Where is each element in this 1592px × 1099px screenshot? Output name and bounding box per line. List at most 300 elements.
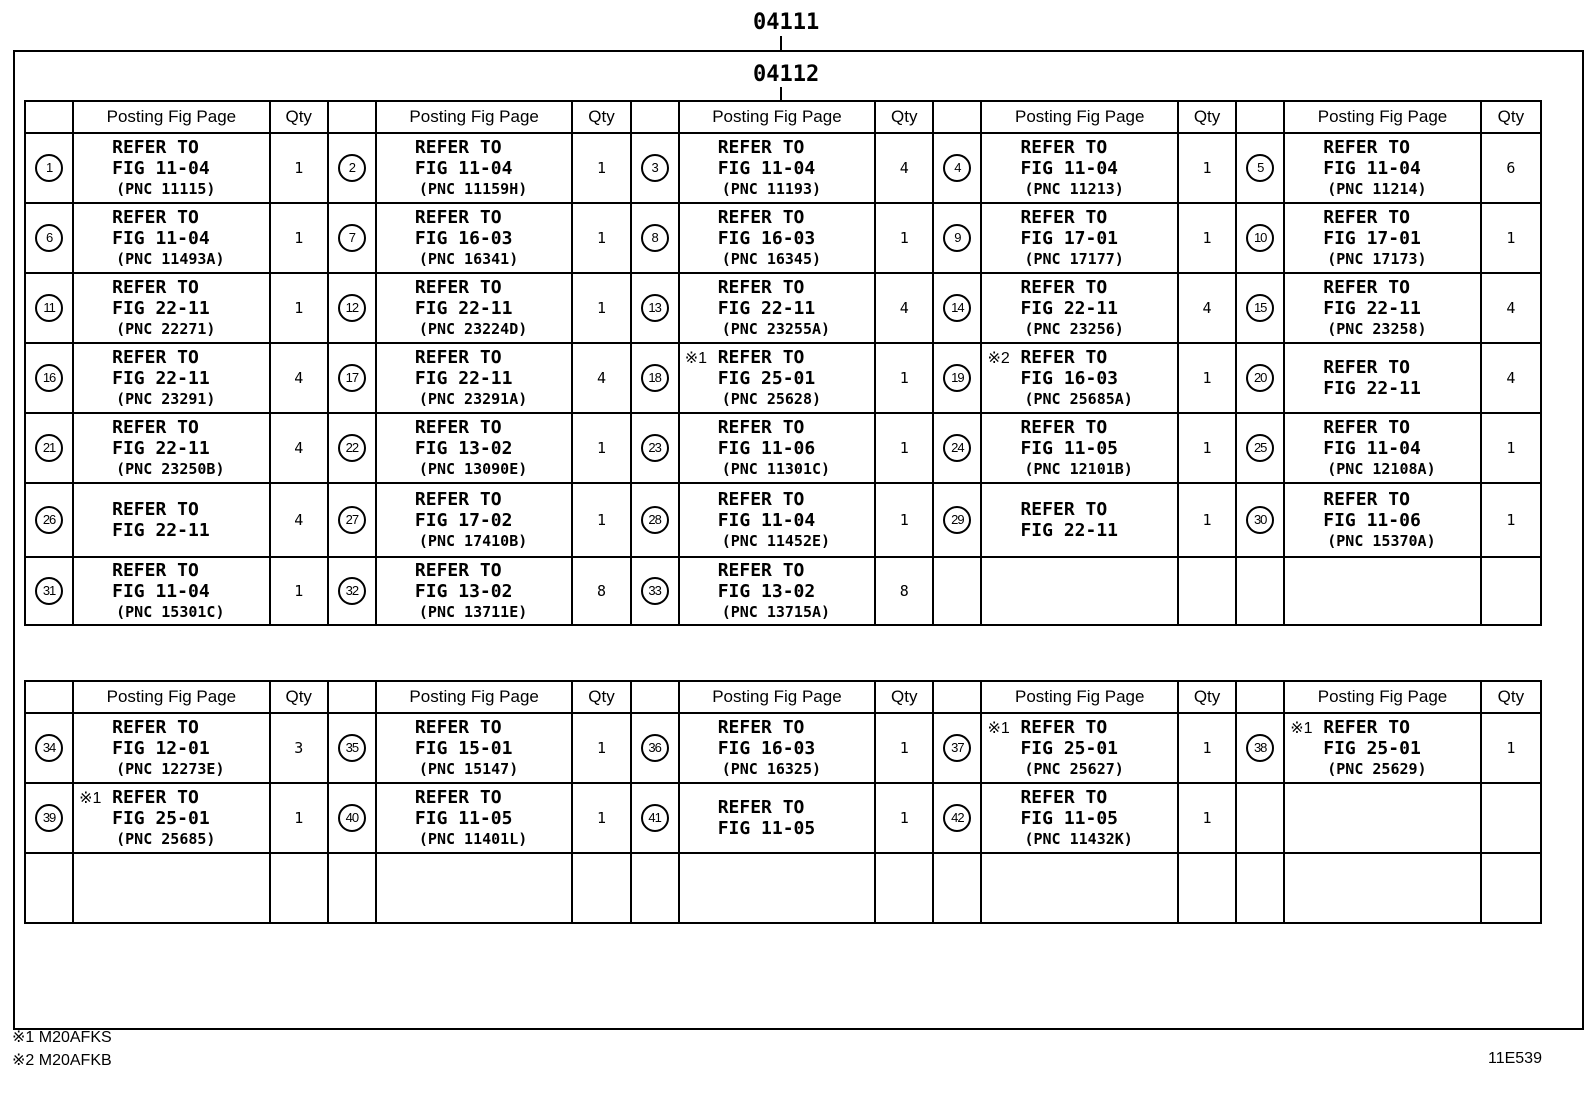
fig-reference: FIG 12-01 — [112, 738, 210, 759]
posting-fig-page-cell — [981, 483, 1178, 557]
circled-item-number: 31 — [35, 577, 63, 605]
circled-item-number: 5 — [1246, 154, 1274, 182]
pnc-reference: (PNC 11432K) — [1024, 830, 1133, 848]
pnc-reference: (PNC 23224D) — [418, 320, 528, 338]
pnc-reference: (PNC 16341) — [418, 250, 519, 268]
posting-fig-page-cell — [981, 343, 1178, 413]
header-posting-fig-page: Posting Fig Page — [73, 681, 270, 713]
circled-item-number: 3 — [641, 154, 669, 182]
refer-to-text: REFER TO — [717, 797, 805, 818]
posting-fig-page-cell — [376, 853, 573, 923]
posting-fig-page-cell — [679, 413, 876, 483]
item-number-cell — [1236, 557, 1284, 625]
qty-value: 1 — [572, 133, 630, 203]
pnc-reference: (PNC 23256) — [1024, 320, 1124, 338]
posting-fig-page-cell — [376, 557, 573, 625]
header-posting-fig-page: Posting Fig Page — [981, 681, 1178, 713]
refer-to-text: REFER TO — [112, 787, 199, 808]
pnc-reference: (PNC 15147) — [418, 760, 519, 778]
pnc-reference: (PNC 11452E) — [721, 532, 831, 550]
posting-fig-page-cell — [376, 783, 573, 853]
posting-fig-page-cell — [1284, 413, 1481, 483]
parts-table-1 — [24, 100, 1542, 626]
refer-to-text: REFER TO — [717, 417, 805, 438]
qty-value: 4 — [1178, 273, 1236, 343]
pnc-reference: (PNC 25629) — [1327, 760, 1427, 778]
qty-value: 1 — [270, 783, 328, 853]
circled-item-number: 38 — [1246, 734, 1274, 762]
table-row — [25, 343, 1541, 413]
top-title: 04111 — [753, 10, 820, 35]
posting-fig-page-cell — [981, 133, 1178, 203]
qty-value: 1 — [572, 203, 630, 273]
posting-fig-page-cell — [981, 203, 1178, 273]
refer-to-text: REFER TO — [112, 347, 199, 368]
fig-reference: FIG 11-04 — [1020, 158, 1119, 179]
posting-fig-page-cell — [73, 133, 270, 203]
item-number-cell — [933, 713, 981, 783]
refer-to-text: REFER TO — [1020, 347, 1108, 368]
qty-value — [1481, 557, 1541, 625]
item-number-cell — [25, 413, 73, 483]
refer-to-text: REFER TO — [1323, 417, 1410, 438]
circled-item-number: 42 — [943, 804, 971, 832]
item-number-cell — [631, 557, 679, 625]
model-note-mark: ※1 — [79, 790, 102, 807]
refer-to-text: REFER TO — [1323, 489, 1410, 510]
refer-to-text: REFER TO — [112, 277, 199, 298]
fig-reference: FIG 25-01 — [112, 808, 210, 829]
item-number-cell — [933, 273, 981, 343]
qty-value: 4 — [270, 483, 328, 557]
item-number-cell — [631, 203, 679, 273]
item-number-cell — [1236, 713, 1284, 783]
qty-value: 1 — [875, 783, 933, 853]
header-qty: Qty — [572, 681, 630, 713]
pnc-reference: (PNC 25685) — [116, 830, 216, 848]
item-number-cell — [328, 557, 376, 625]
fig-reference: FIG 22-11 — [1020, 520, 1119, 541]
pnc-reference: (PNC 23291) — [116, 390, 216, 408]
item-number-cell — [933, 203, 981, 273]
item-number-cell — [631, 713, 679, 783]
fig-reference: FIG 17-01 — [1323, 228, 1421, 249]
qty-value: 1 — [875, 483, 933, 557]
header-posting-fig-page: Posting Fig Page — [981, 101, 1178, 133]
pnc-reference: (PNC 13711E) — [418, 603, 528, 621]
pnc-reference: (PNC 11493A) — [116, 250, 225, 268]
item-number-cell — [328, 483, 376, 557]
posting-fig-page-cell — [73, 203, 270, 273]
posting-fig-page-cell — [73, 853, 270, 923]
table-row — [25, 413, 1541, 483]
item-number-cell — [25, 133, 73, 203]
fig-reference: FIG 22-11 — [112, 520, 210, 541]
qty-value: 1 — [1178, 413, 1236, 483]
model-note-mark: ※1 — [1290, 720, 1313, 737]
posting-fig-page-cell — [1284, 557, 1481, 625]
refer-to-text: REFER TO — [112, 560, 199, 581]
qty-value: 8 — [875, 557, 933, 625]
header-posting-fig-page: Posting Fig Page — [73, 101, 270, 133]
refer-to-text: REFER TO — [1323, 137, 1410, 158]
item-number-cell — [328, 273, 376, 343]
circled-item-number: 19 — [943, 364, 971, 392]
circled-item-number: 11 — [35, 294, 63, 322]
fig-reference: FIG 25-01 — [1323, 738, 1421, 759]
circled-item-number: 41 — [641, 804, 669, 832]
fig-reference: FIG 22-11 — [414, 298, 513, 319]
item-number-cell — [1236, 273, 1284, 343]
fig-reference: FIG 11-05 — [414, 808, 513, 829]
header-posting-fig-page: Posting Fig Page — [376, 681, 573, 713]
model-note-mark: ※1 — [987, 720, 1010, 737]
pnc-reference: (PNC 25627) — [1024, 760, 1124, 778]
pnc-reference: (PNC 12273E) — [116, 760, 225, 778]
posting-fig-page-cell — [1284, 343, 1481, 413]
item-number-cell — [328, 413, 376, 483]
fig-reference: FIG 16-03 — [717, 738, 816, 759]
qty-value: 3 — [270, 713, 328, 783]
pnc-reference: (PNC 17410B) — [418, 532, 528, 550]
circled-item-number: 39 — [35, 804, 63, 832]
item-number-cell — [328, 203, 376, 273]
circled-item-number: 14 — [943, 294, 971, 322]
circled-item-number: 36 — [641, 734, 669, 762]
qty-value: 1 — [875, 203, 933, 273]
circled-item-number: 15 — [1246, 294, 1274, 322]
qty-value: 1 — [270, 133, 328, 203]
posting-fig-page-cell — [1284, 783, 1481, 853]
fig-reference: FIG 11-04 — [1323, 158, 1421, 179]
table-row — [25, 133, 1541, 203]
circled-item-number: 9 — [943, 224, 971, 252]
circled-item-number: 22 — [338, 434, 366, 462]
posting-fig-page-cell — [1284, 273, 1481, 343]
header-posting-fig-page: Posting Fig Page — [1284, 681, 1481, 713]
fig-reference: FIG 25-01 — [717, 368, 816, 389]
circled-item-number: 17 — [338, 364, 366, 392]
pnc-reference: (PNC 17173) — [1327, 250, 1427, 268]
posting-fig-page-cell — [1284, 483, 1481, 557]
item-number-cell — [328, 783, 376, 853]
fig-reference: FIG 16-03 — [1020, 368, 1119, 389]
pnc-reference: (PNC 15301C) — [116, 603, 225, 621]
circled-item-number: 6 — [35, 224, 63, 252]
fig-reference: FIG 11-04 — [717, 510, 816, 531]
pnc-reference: (PNC 11301C) — [721, 460, 831, 478]
fig-reference: FIG 11-04 — [112, 581, 210, 602]
sub-title: 04112 — [753, 62, 820, 87]
header-qty: Qty — [1178, 101, 1236, 133]
posting-fig-page-cell — [73, 483, 270, 557]
header-qty: Qty — [1481, 681, 1541, 713]
pnc-reference: (PNC 13090E) — [418, 460, 528, 478]
refer-to-text: REFER TO — [112, 499, 199, 520]
refer-to-text: REFER TO — [717, 137, 805, 158]
posting-fig-page-cell — [679, 483, 876, 557]
circled-item-number: 1 — [35, 154, 63, 182]
posting-fig-page-cell — [679, 133, 876, 203]
qty-value: 1 — [1178, 483, 1236, 557]
refer-to-text: REFER TO — [1020, 207, 1108, 228]
qty-value: 1 — [1178, 133, 1236, 203]
item-number-cell — [25, 203, 73, 273]
qty-value — [572, 853, 630, 923]
item-number-cell — [328, 343, 376, 413]
header-number-cell — [933, 681, 981, 713]
item-number-cell — [631, 343, 679, 413]
fig-reference: FIG 22-11 — [1020, 298, 1119, 319]
pnc-reference: (PNC 13715A) — [721, 603, 831, 621]
item-number-cell — [631, 483, 679, 557]
item-number-cell — [328, 853, 376, 923]
refer-to-text: REFER TO — [414, 207, 502, 228]
refer-to-text: REFER TO — [112, 137, 199, 158]
posting-fig-page-cell — [376, 483, 573, 557]
fig-reference: FIG 22-11 — [112, 438, 210, 459]
pnc-reference: (PNC 16345) — [721, 250, 822, 268]
item-number-cell — [328, 713, 376, 783]
fig-reference: FIG 22-11 — [717, 298, 816, 319]
refer-to-text: REFER TO — [1020, 277, 1108, 298]
refer-to-text: REFER TO — [414, 347, 502, 368]
refer-to-text: REFER TO — [1020, 499, 1108, 520]
item-number-cell — [25, 783, 73, 853]
refer-to-text: REFER TO — [1323, 207, 1410, 228]
header-posting-fig-page: Posting Fig Page — [376, 101, 573, 133]
pnc-reference: (PNC 23255A) — [721, 320, 831, 338]
parts-table-2 — [24, 680, 1542, 924]
circled-item-number: 16 — [35, 364, 63, 392]
qty-value: 1 — [270, 557, 328, 625]
posting-fig-page-cell — [679, 343, 876, 413]
item-number-cell — [25, 343, 73, 413]
qty-value: 1 — [270, 273, 328, 343]
item-number-cell — [1236, 483, 1284, 557]
item-number-cell — [631, 853, 679, 923]
pnc-reference: (PNC 22271) — [116, 320, 216, 338]
fig-reference: FIG 11-05 — [717, 818, 816, 839]
posting-fig-page-cell — [981, 273, 1178, 343]
circled-item-number: 2 — [338, 154, 366, 182]
circled-item-number: 8 — [641, 224, 669, 252]
model-note-mark: ※1 — [684, 350, 707, 367]
refer-to-text: REFER TO — [1020, 137, 1108, 158]
header-number-cell — [25, 101, 73, 133]
posting-fig-page-cell — [376, 273, 573, 343]
header-number-cell — [933, 101, 981, 133]
pnc-reference: (PNC 15370A) — [1327, 532, 1436, 550]
fig-reference: FIG 22-11 — [414, 368, 513, 389]
table-row — [25, 713, 1541, 783]
fig-reference: FIG 15-01 — [414, 738, 513, 759]
circled-item-number: 40 — [338, 804, 366, 832]
figure-id: 11E539 — [1488, 1050, 1542, 1067]
fig-reference: FIG 22-11 — [112, 298, 210, 319]
qty-value — [1178, 853, 1236, 923]
pnc-reference: (PNC 23250B) — [116, 460, 225, 478]
item-number-cell — [631, 783, 679, 853]
circled-item-number: 13 — [641, 294, 669, 322]
fig-reference: FIG 11-04 — [112, 228, 210, 249]
refer-to-text: REFER TO — [1323, 357, 1410, 378]
footnote-2: ※2 M20AFKB — [12, 1052, 112, 1069]
qty-value — [875, 853, 933, 923]
item-number-cell — [328, 133, 376, 203]
qty-value: 1 — [1178, 713, 1236, 783]
refer-to-text: REFER TO — [717, 560, 805, 581]
item-number-cell — [933, 343, 981, 413]
fig-reference: FIG 25-01 — [1020, 738, 1119, 759]
fig-reference: FIG 22-11 — [1323, 378, 1421, 399]
qty-value: 1 — [572, 713, 630, 783]
circled-item-number: 4 — [943, 154, 971, 182]
refer-to-text: REFER TO — [717, 717, 805, 738]
header-number-cell — [328, 101, 376, 133]
posting-fig-page-cell — [73, 273, 270, 343]
table-row — [25, 557, 1541, 625]
fig-reference: FIG 16-03 — [414, 228, 513, 249]
item-number-cell — [25, 557, 73, 625]
qty-value: 1 — [1481, 483, 1541, 557]
posting-fig-page-cell — [981, 783, 1178, 853]
pnc-reference: (PNC 23291A) — [418, 390, 528, 408]
refer-to-text: REFER TO — [112, 207, 199, 228]
posting-fig-page-cell — [679, 557, 876, 625]
refer-to-text: REFER TO — [414, 417, 502, 438]
posting-fig-page-cell — [1284, 203, 1481, 273]
posting-fig-page-cell — [981, 713, 1178, 783]
pnc-reference: (PNC 17177) — [1024, 250, 1124, 268]
refer-to-text: REFER TO — [414, 489, 502, 510]
qty-value: 4 — [270, 413, 328, 483]
refer-to-text: REFER TO — [112, 417, 199, 438]
circled-item-number: 24 — [943, 434, 971, 462]
item-number-cell — [1236, 783, 1284, 853]
fig-reference: FIG 17-02 — [414, 510, 513, 531]
refer-to-text: REFER TO — [1020, 417, 1108, 438]
posting-fig-page-cell — [679, 783, 876, 853]
qty-value: 1 — [875, 343, 933, 413]
refer-to-text: REFER TO — [414, 560, 502, 581]
qty-value: 4 — [572, 343, 630, 413]
header-qty: Qty — [1178, 681, 1236, 713]
item-number-cell — [933, 557, 981, 625]
circled-item-number: 29 — [943, 506, 971, 534]
fig-reference: FIG 13-02 — [414, 581, 513, 602]
item-number-cell — [631, 413, 679, 483]
refer-to-text: REFER TO — [1020, 717, 1108, 738]
posting-fig-page-cell — [376, 203, 573, 273]
pnc-reference: (PNC 25685A) — [1024, 390, 1133, 408]
header-number-cell — [1236, 101, 1284, 133]
header-number-cell — [1236, 681, 1284, 713]
circled-item-number: 7 — [338, 224, 366, 252]
circled-item-number: 20 — [1246, 364, 1274, 392]
posting-fig-page-cell — [73, 343, 270, 413]
qty-value — [1481, 783, 1541, 853]
refer-to-text: REFER TO — [1323, 277, 1410, 298]
circled-item-number: 21 — [35, 434, 63, 462]
fig-reference: FIG 22-11 — [112, 368, 210, 389]
table-row — [25, 483, 1541, 557]
item-number-cell — [25, 713, 73, 783]
item-number-cell — [25, 273, 73, 343]
qty-value: 1 — [270, 203, 328, 273]
pnc-reference: (PNC 11401L) — [418, 830, 528, 848]
qty-value: 1 — [572, 783, 630, 853]
posting-fig-page-cell — [981, 853, 1178, 923]
table-row — [25, 853, 1541, 923]
fig-reference: FIG 11-06 — [717, 438, 816, 459]
posting-fig-page-cell — [73, 783, 270, 853]
circled-item-number: 18 — [641, 364, 669, 392]
refer-to-text: REFER TO — [112, 717, 199, 738]
fig-reference: FIG 11-05 — [1020, 808, 1119, 829]
refer-to-text: REFER TO — [1020, 787, 1108, 808]
refer-to-text: REFER TO — [414, 277, 502, 298]
circled-item-number: 35 — [338, 734, 366, 762]
qty-value: 1 — [1178, 343, 1236, 413]
qty-value: 1 — [875, 413, 933, 483]
circled-item-number: 23 — [641, 434, 669, 462]
qty-value: 1 — [1178, 783, 1236, 853]
qty-value — [1178, 557, 1236, 625]
item-number-cell — [631, 133, 679, 203]
posting-fig-page-cell — [679, 853, 876, 923]
qty-value: 1 — [1481, 713, 1541, 783]
header-number-cell — [25, 681, 73, 713]
item-number-cell — [933, 783, 981, 853]
pnc-reference: (PNC 11193) — [721, 180, 822, 198]
posting-fig-page-cell — [73, 713, 270, 783]
item-number-cell — [933, 413, 981, 483]
qty-value: 1 — [572, 483, 630, 557]
item-number-cell — [25, 853, 73, 923]
fig-reference: FIG 11-04 — [1323, 438, 1421, 459]
qty-value: 1 — [1481, 413, 1541, 483]
circled-item-number: 12 — [338, 294, 366, 322]
item-number-cell — [1236, 133, 1284, 203]
header-row — [25, 681, 1541, 713]
qty-value: 6 — [1481, 133, 1541, 203]
posting-fig-page-cell — [73, 557, 270, 625]
qty-value: 4 — [1481, 273, 1541, 343]
pnc-reference: (PNC 11159H) — [418, 180, 528, 198]
fig-reference: FIG 11-05 — [1020, 438, 1119, 459]
item-number-cell — [933, 133, 981, 203]
posting-fig-page-cell — [376, 413, 573, 483]
qty-value: 4 — [1481, 343, 1541, 413]
posting-fig-page-cell — [73, 413, 270, 483]
item-number-cell — [933, 853, 981, 923]
posting-fig-page-cell — [679, 713, 876, 783]
circled-item-number: 32 — [338, 577, 366, 605]
posting-fig-page-cell — [679, 273, 876, 343]
fig-reference: FIG 11-04 — [112, 158, 210, 179]
pnc-reference: (PNC 12108A) — [1327, 460, 1436, 478]
qty-value: 1 — [572, 413, 630, 483]
header-posting-fig-page: Posting Fig Page — [679, 101, 876, 133]
header-number-cell — [631, 681, 679, 713]
fig-reference: FIG 11-04 — [414, 158, 513, 179]
pnc-reference: (PNC 11213) — [1024, 180, 1124, 198]
item-number-cell — [1236, 203, 1284, 273]
circled-item-number: 25 — [1246, 434, 1274, 462]
pnc-reference: (PNC 11214) — [1327, 180, 1427, 198]
refer-to-text: REFER TO — [717, 277, 805, 298]
